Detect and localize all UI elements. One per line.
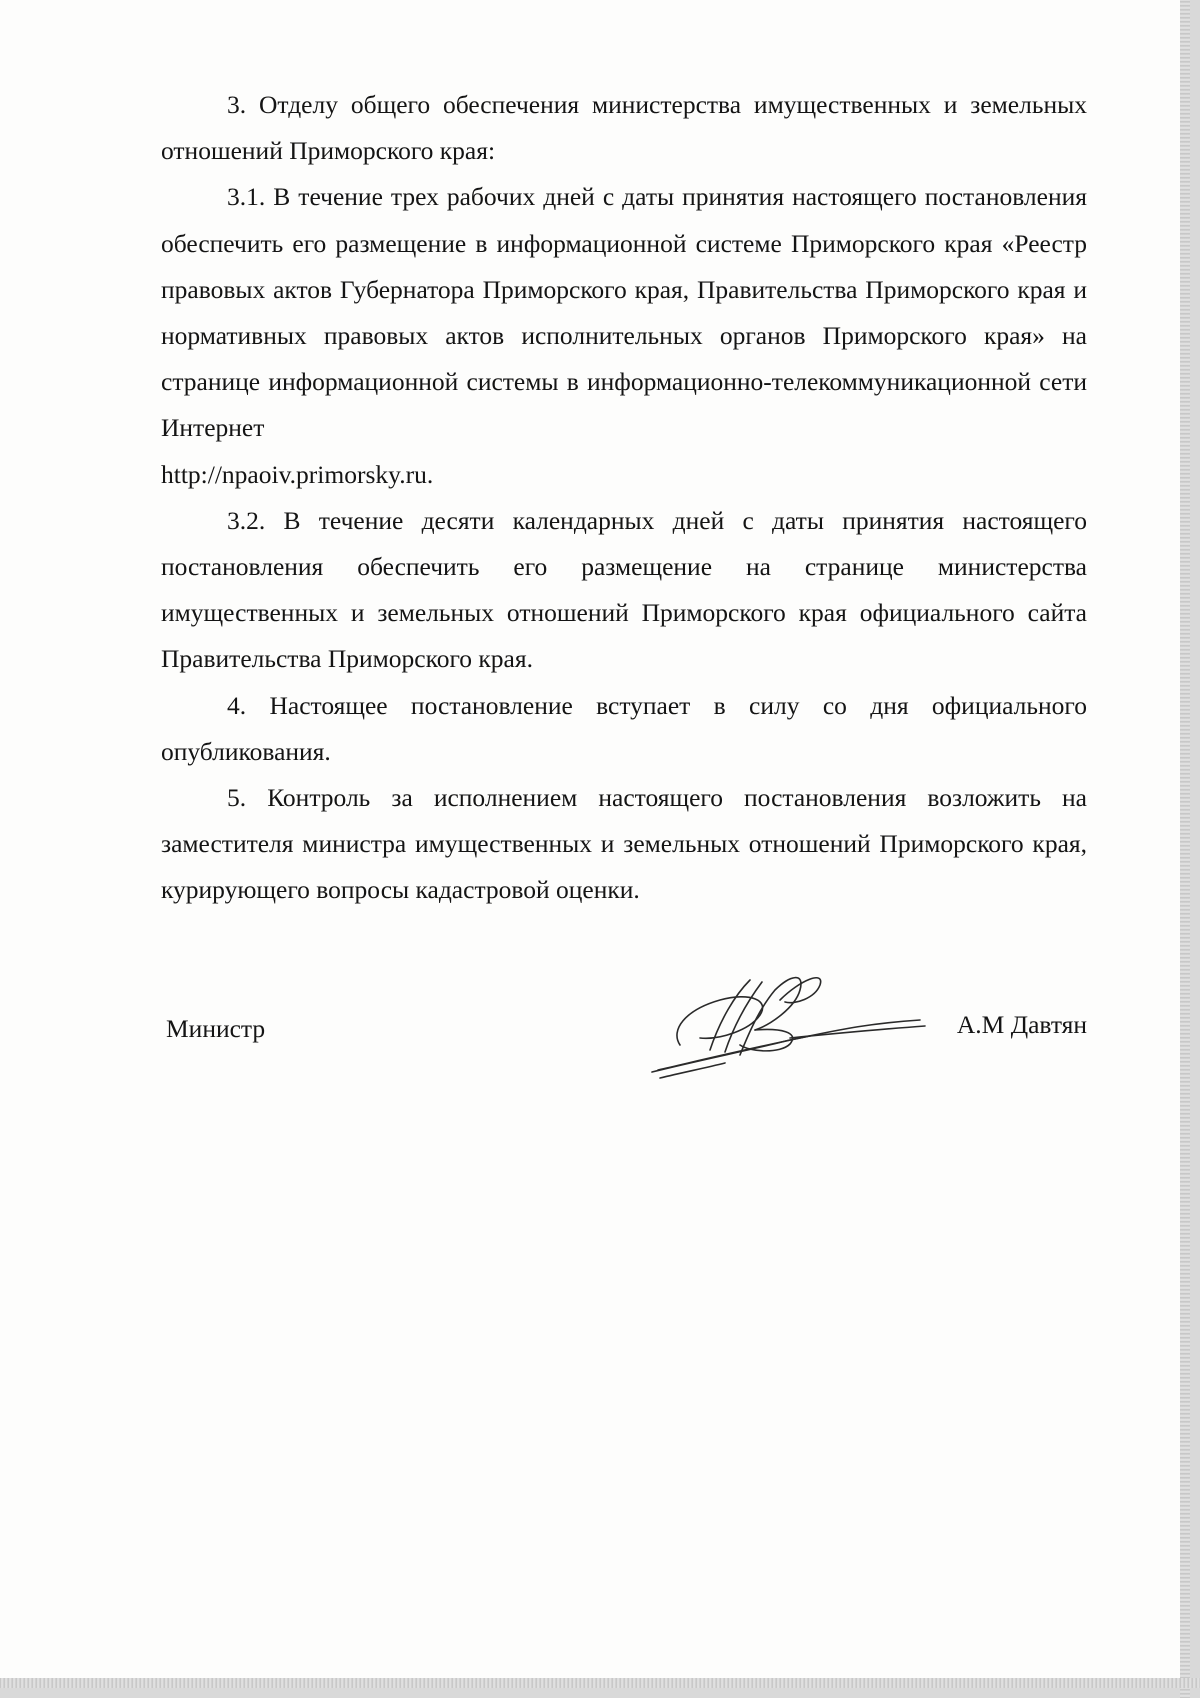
paragraph-5: 5. Контроль за исполнением настоящего постановления возложить на заместителя министра имущественных и земельных отношений Приморского края, курирующего вопросы кадастровой оценки.: [161, 783, 1087, 905]
registry-url: http://npaoiv.primorsky.ru.: [161, 459, 434, 489]
scan-edge-right: [1180, 0, 1190, 1698]
signature-block: [161, 1005, 1087, 1055]
scan-edge-bottom: [0, 1678, 1200, 1688]
paragraph-3: 3. Отделу общего обеспечения министерства имущественных и земельных отношений Приморского края:: [161, 90, 1087, 166]
signer-name: А.М Давтян: [956, 1010, 1087, 1039]
signer-title: Министр: [166, 1014, 266, 1043]
handwritten-signature: [640, 960, 940, 1085]
paragraph-4: 4. Настоящее постановление вступает в силу со дня официального опубликования.: [161, 690, 1087, 766]
paragraph-3-1: 3.1. В течение трех рабочих дней с даты принятия настоящего постановления обеспечить его размещение в информационной системе Приморского края «Реестр правовых актов Губернатора Приморского края, Правительства Приморского края и нормативных правовых актов исполнительных органов Приморского края» на странице информационной системы в информационно-телекоммуникационной сети Интернет: [161, 182, 1087, 443]
paragraph-3-2: 3.2. В течение десяти календарных дней с даты принятия настоящего постановления обеспечить его размещение на странице министерства имущественных и земельных отношений Приморского края официального сайта Правительства Приморского края.: [161, 505, 1087, 674]
document-body: [161, 82, 1087, 914]
